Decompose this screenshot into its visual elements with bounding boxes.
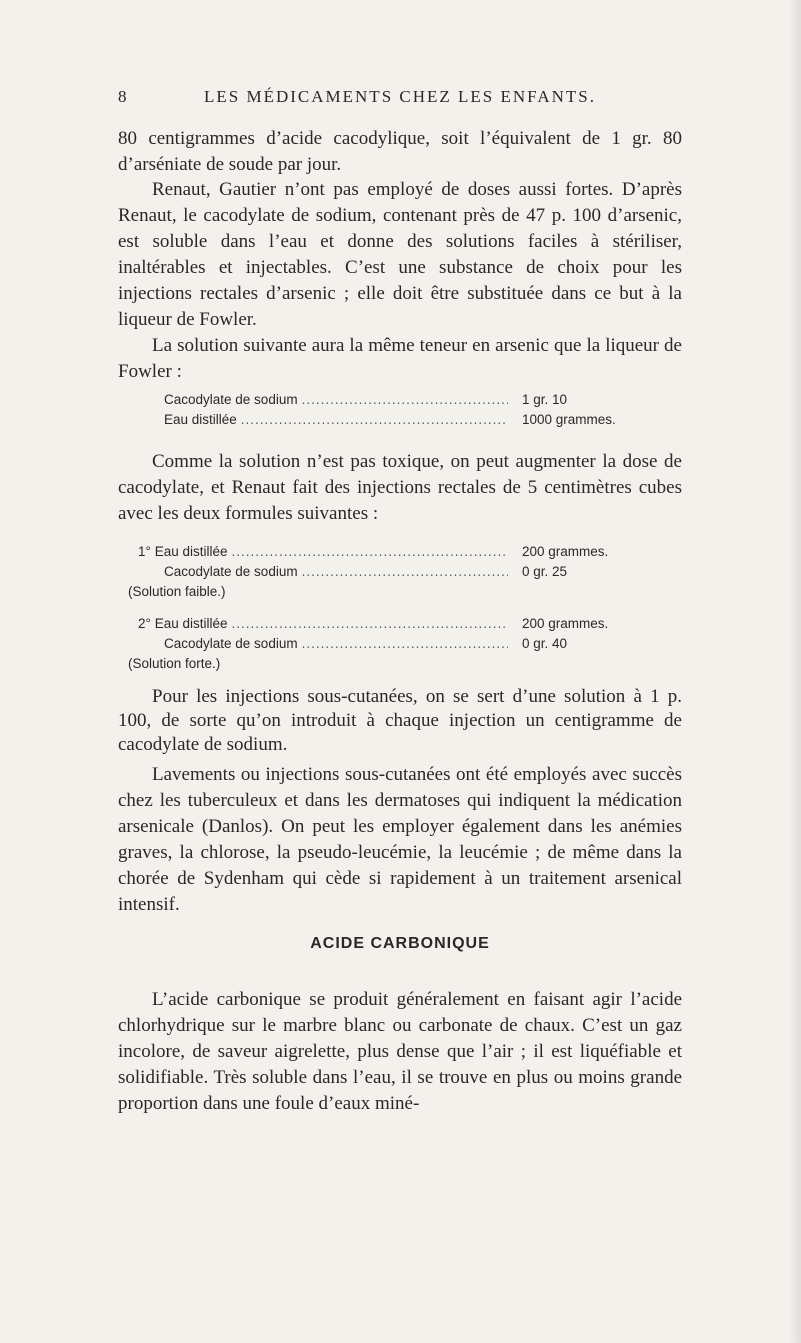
formula1-qty-2: 1000 grammes.: [522, 412, 616, 427]
paragraph-1: 80 centigrammes d’acide cacodylique, soit l’équivalent de 1 gr. 80 d’arséniate de soude par jour.: [118, 128, 682, 175]
formula1-qty-1: 1 gr. 10: [522, 392, 568, 407]
formula2-qty-1: 200 grammes.: [522, 544, 609, 559]
page-edge-shadow: [789, 0, 801, 1343]
paragraph-6: Lavements ou injections sous-cutanées ont été employés avec succès chez les tuberculeux et dans les dermatoses qui indiquent la médication arsenicale (Danlos). On peut les employer également dans les anémies graves, la chlorose, la pseudo-leucémie, la leucémie ; de même dans la chorée de Sydenham qui cède si rapidement à un traitement arsenical intensif.: [118, 764, 682, 915]
formula3-row-2: Cacodylate de sodium .....: [164, 635, 512, 653]
formula1-row-1: Cacodylate de sodium .....: [164, 391, 512, 409]
formula2-row-1: 1° Eau distillée .....: [138, 543, 512, 561]
paragraph-7: L’acide carbonique se produit généralement en faisant agir l’acide chlorhydrique sur le marbre blanc ou carbonate de chaux. C’est un gaz incolore, de saveur aigrelette, plus dense que l’air ; il est liquéfiable et solidifiable. Très soluble dans l’eau, il se trouve en plus ou moins grande proportion dans une foule d’eaux miné-: [118, 989, 682, 1114]
formula2-note: (Solution faible.): [128, 584, 226, 599]
formula3-qty-2: 0 gr. 40: [522, 636, 568, 651]
paragraph-3: La solution suivante aura la même teneur en arsenic que la liqueur de Fowler :: [118, 335, 682, 382]
formula3-qty-1: 200 grammes.: [522, 616, 609, 631]
running-header: [118, 87, 682, 111]
section-heading: ACIDE CARBONIQUE: [310, 935, 490, 952]
formula1-row-2: Eau distillée .....: [164, 411, 512, 429]
formula2-qty-2: 0 gr. 25: [522, 564, 568, 579]
formula2-row-2: Cacodylate de sodium .....: [164, 563, 512, 581]
paragraph-5: Pour les injections sous-cutanées, on se sert d’une solution à 1 p. 100, de sorte qu’on introduit à chaque injection un centigramme de cacodylate de sodium.: [118, 686, 682, 755]
paragraph-2: Renaut, Gautier n’ont pas employé de doses aussi fortes. D’après Renaut, le cacodylate de sodium, contenant près de 47 p. 100 d’arsenic, est soluble dans l’eau et donne des solutions faciles à stériliser, inaltérables et injectables. C’est une substance de choix pour les injections rectales d’arsenic ; elle doit être substituée dans ce but à la liqueur de Fowler.: [118, 179, 682, 330]
paragraph-4: Comme la solution n’est pas toxique, on peut augmenter la dose de cacodylate, et Renaut fait des injections rectales de 5 centimètres cubes avec les deux formules suivantes :: [118, 451, 682, 524]
page-number: 8: [118, 87, 129, 106]
formula3-note: (Solution forte.): [128, 656, 221, 671]
running-title: LES MÉDICAMENTS CHEZ LES ENFANTS.: [204, 87, 596, 106]
formula3-row-1: 2° Eau distillée .....: [138, 615, 512, 633]
